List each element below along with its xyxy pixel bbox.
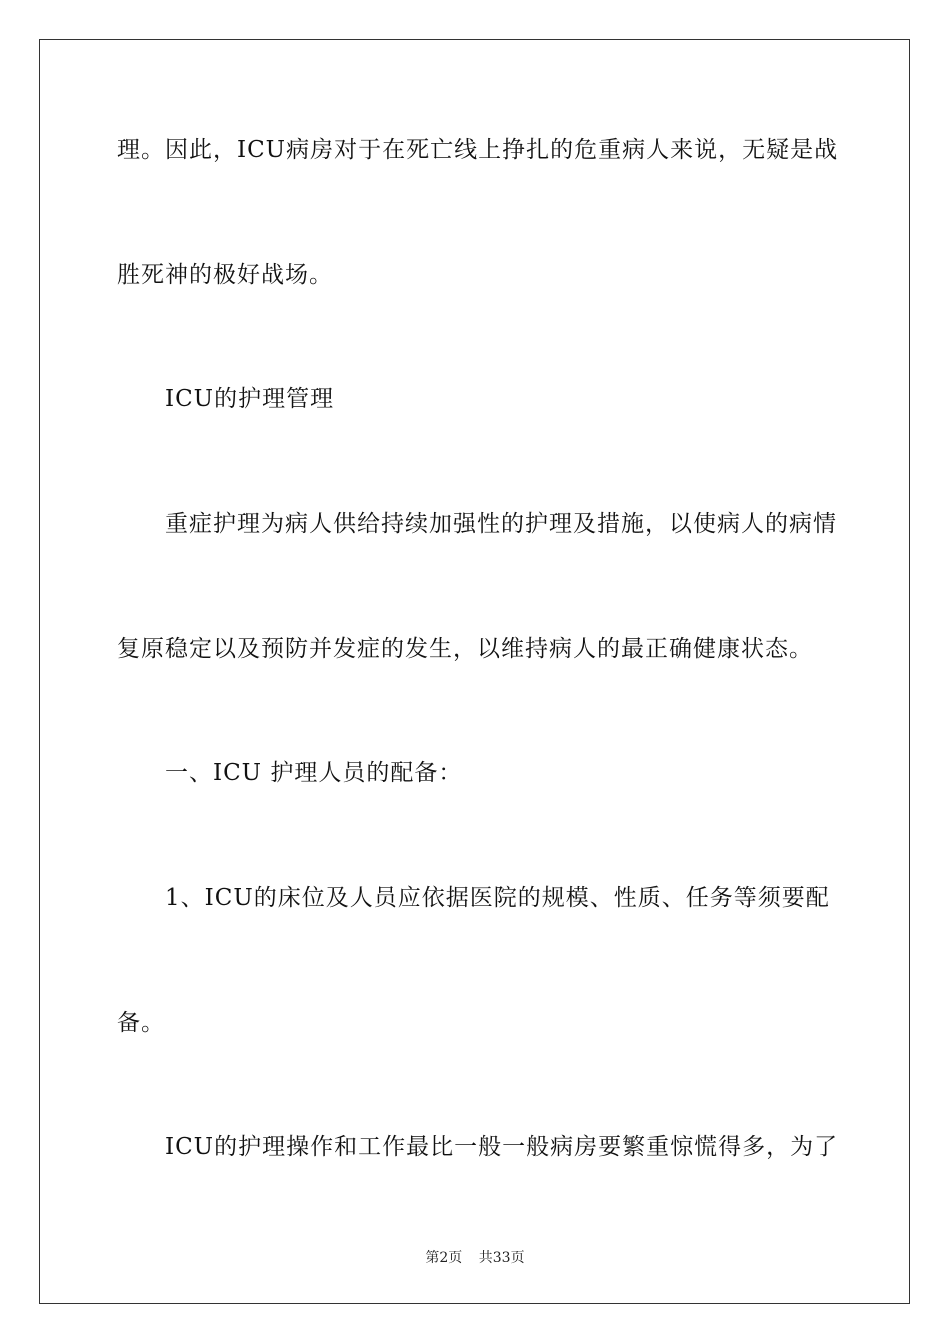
page-footer bbox=[0, 1249, 950, 1267]
section-heading: ICU的护理管理 bbox=[165, 386, 335, 412]
page-number: 第2页 bbox=[425, 1250, 463, 1266]
text-line-4: 重症护理为病人供给持续加强性的护理及措施，以使病人的病情 bbox=[165, 511, 837, 537]
page-border bbox=[39, 39, 910, 1304]
text-line-9: ICU的护理操作和工作最比一般一般病房要繁重惊慌得多，为了 bbox=[165, 1134, 839, 1160]
text-line-8: 备。 bbox=[117, 1010, 165, 1036]
subsection-heading: 一、ICU 护理人员的配备： bbox=[165, 760, 463, 786]
text-line-2: 胜死神的极好战场。 bbox=[117, 262, 333, 288]
text-line-7: 1、ICU的床位及人员应依据医院的规模、性质、任务等须要配 bbox=[165, 885, 830, 911]
text-line-5: 复原稳定以及预防并发症的发生，以维持病人的最正确健康状态。 bbox=[117, 636, 813, 662]
total-pages: 共33页 bbox=[478, 1250, 525, 1266]
text-line-1: 理。因此，ICU病房对于在死亡线上挣扎的危重病人来说，无疑是战 bbox=[117, 137, 839, 163]
